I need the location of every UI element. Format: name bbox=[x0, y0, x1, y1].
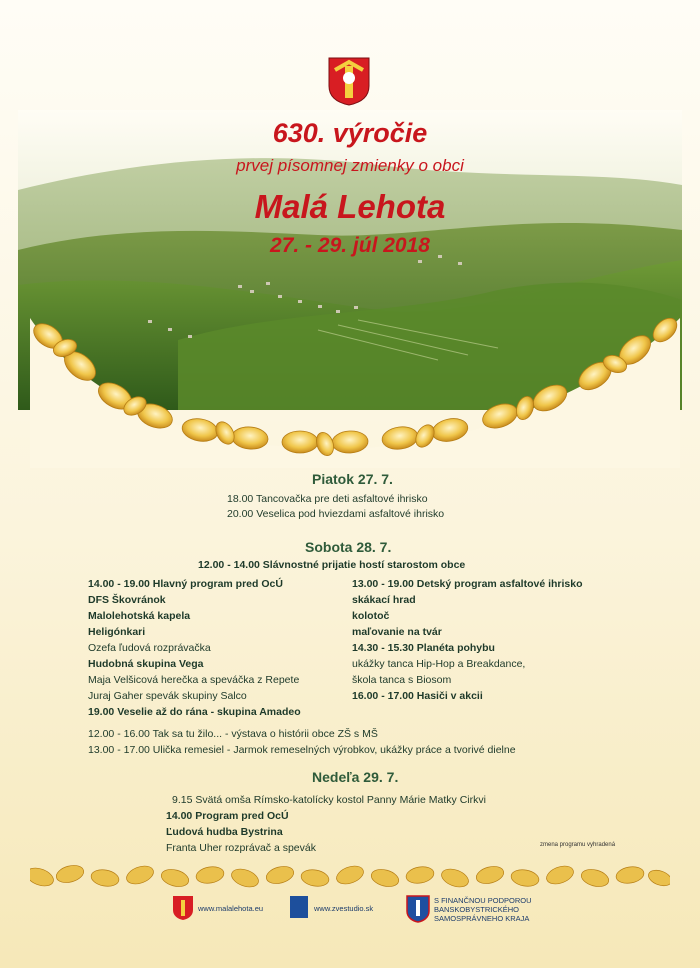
saturday-right-item: maľovanie na tvár bbox=[352, 626, 442, 638]
friday-item: 20.00 Veselica pod hviezdami asfaltové ihrisko bbox=[227, 508, 445, 520]
saturday-heading: Sobota 28. 7. bbox=[305, 539, 392, 555]
sunday-heading: Nedeľa 29. 7. bbox=[312, 769, 399, 785]
saturday-left-item: Juraj Gaher spevák skupiny Salco bbox=[88, 690, 247, 702]
saturday-left-item: 19.00 Veselie až do rána - skupina Amadeo bbox=[88, 706, 301, 718]
saturday-right-item: ukážky tanca Hip-Hop a Breakdance, bbox=[352, 658, 526, 670]
village-coat-of-arms bbox=[327, 56, 371, 106]
studio-logo-icon bbox=[290, 896, 308, 918]
saturday-right-item: skákací hrad bbox=[352, 594, 416, 606]
saturday-left-item: Ozefa ľudová rozprávačka bbox=[88, 642, 211, 654]
website-link[interactable]: www.malalehota.eu bbox=[198, 904, 264, 913]
saturday-opening: 12.00 - 14.00 Slávnostné prijatie hostí starostom obce bbox=[198, 559, 466, 571]
anniversary-heading: 630. výročie bbox=[272, 118, 428, 148]
saturday-right-item: 14.30 - 15.30 Planéta pohybu bbox=[352, 642, 495, 654]
oak-leaf-border-icon bbox=[30, 852, 670, 902]
saturday-right-item: kolotoč bbox=[352, 610, 390, 622]
sunday-item: Ľudová hudba Bystrina bbox=[166, 826, 283, 838]
saturday-extra-item: 13.00 - 17.00 Ulička remesiel - Jarmok remeselných výrobkov, ukážky práce a tvorivé dielne bbox=[88, 744, 516, 756]
saturday-right-item: 16.00 - 17.00 Hasiči v akcii bbox=[352, 690, 483, 702]
sunday-item: 14.00 Program pred OcÚ bbox=[166, 810, 289, 822]
region-coat-of-arms-icon bbox=[406, 895, 430, 923]
studio-link[interactable]: www.zvestudio.sk bbox=[314, 904, 374, 913]
friday-heading: Piatok 27. 7. bbox=[312, 471, 393, 487]
saturday-left-item: Hudobná skupina Vega bbox=[88, 658, 204, 670]
anniversary-subtitle: prvej písomnej zmienky o obci bbox=[236, 156, 464, 175]
village-crest-small-icon bbox=[172, 895, 194, 921]
saturday-left-item: Heligónkari bbox=[88, 626, 146, 638]
support-text-line: BANSKOBYSTRICKÉHO bbox=[434, 905, 520, 914]
support-text-line: SAMOSPRÁVNEHO KRAJA bbox=[434, 914, 530, 923]
event-dates: 27. - 29. júl 2018 bbox=[270, 234, 430, 257]
saturday-left-item: DFS Škovránok bbox=[88, 594, 166, 606]
sunday-item: 9.15 Svätá omša Rímsko-katolícky kostol Panny Márie Matky Cirkvi bbox=[172, 794, 486, 806]
saturday-left-item: 14.00 - 19.00 Hlavný program pred OcÚ bbox=[88, 578, 283, 590]
saturday-left-item: Malolehotská kapela bbox=[88, 610, 191, 622]
program-change-note: zmena programu vyhradená bbox=[540, 842, 616, 848]
friday-item: 18.00 Tancovačka pre deti asfaltové ihrisko bbox=[227, 493, 428, 505]
saturday-right-item: 13.00 - 19.00 Detský program asfaltové ihrisko bbox=[352, 578, 583, 590]
saturday-right-item: škola tanca s Biosom bbox=[352, 674, 452, 686]
support-text-line: S FINANČNOU PODPOROU bbox=[434, 896, 532, 905]
saturday-extra-item: 12.00 - 16.00 Tak sa tu žilo... - výstava o histórii obce ZŠ s MŠ bbox=[88, 728, 378, 740]
saturday-left-item: Maja Velšicová herečka a speváčka z Repete bbox=[88, 674, 300, 686]
oak-leaf-garland-icon bbox=[30, 318, 680, 468]
sunday-item: Franta Uher rozprávač a spevák bbox=[166, 842, 316, 854]
village-name: Malá Lehota bbox=[254, 188, 446, 225]
